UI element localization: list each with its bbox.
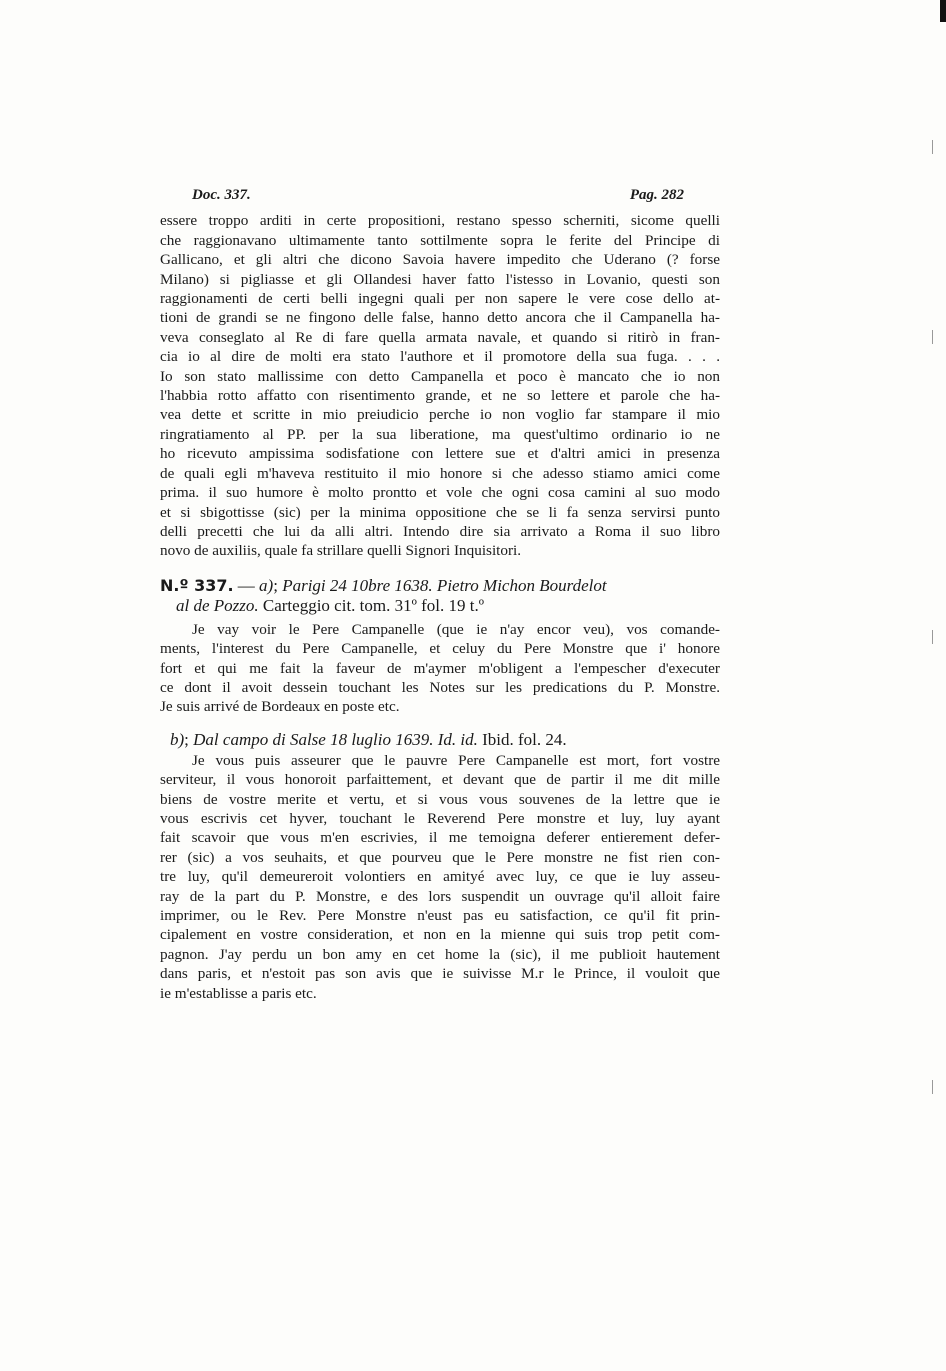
text-line: tre luy, qu'il demeureroit volontiers en amityé avec luy, ce que ie luy asseu- [160, 868, 720, 886]
entry-place-date: Parigi 24 10bre 1638. Pietro Michon Bourdelot [282, 575, 607, 595]
text-line: ments, l'interest du Pere Campanelle, et celuy du Pere Monstre que i' honore [160, 640, 720, 658]
entry-number: N.º 337. [160, 575, 234, 595]
text-line: fort et qui me fait la faveur de m'aymer m'obligent a l'empescher d'executer [160, 659, 720, 677]
section-b-place-date: Dal campo di Salse 18 luglio 1639. Id. id. [193, 729, 478, 749]
text-line: pagnon. J'ay perdu un bon amy en cet home la (sic), il me publioit hautement [160, 945, 720, 963]
italian-letter-excerpt [160, 211, 720, 560]
section-b-letter: b) [170, 729, 185, 749]
document-page [160, 186, 720, 1003]
entry-heading [160, 575, 720, 596]
french-letter-a [160, 620, 720, 717]
section-b-source: Ibid. fol. 24. [477, 729, 567, 749]
text-line: l'habbia rotto affatto con risentimento grande, et ne so lettere et parole che ha- [160, 387, 720, 405]
text-line: biens de vostre merite et vertu, et si vous vous souvenes de la lettre que ie [160, 790, 720, 808]
text-line: Je vay voir le Pere Campanelle (que ie n'ay encor veu), vos comande- [192, 620, 720, 638]
text-line: prima. il suo humore è molto prontto et vole che ogni cosa camini al suo modo [160, 484, 720, 502]
text-line: Je vous puis asseurer que le pauvre Pere Campanelle est mort, fort vostre [192, 751, 720, 769]
scan-edge-mark [940, 0, 946, 22]
entry-dash: — [233, 575, 260, 595]
text-line: raggionamenti de certi belli ingegni quali per non sapere le vere cose dello at- [160, 290, 720, 308]
text-line: delli precetti che lui da alli altri. Intendo dire sia arrivato a Roma il suo libro [160, 522, 720, 540]
text-line: veva conseglato al Re di fare quella armata navale, et quando si ritirò in fran- [160, 328, 720, 346]
entry-source-line [176, 596, 720, 616]
text-line: ringratiamento al PP. per la sua liberatione, ma quest'ultimo ordinario io ne [160, 425, 720, 443]
doc-reference: Doc. 337. [192, 187, 251, 203]
scan-edge [940, 0, 946, 1371]
text-line: tioni de grandi se ne fingono delle false, hanno detto ancora che il Campanella ha- [160, 309, 720, 327]
text-line: cipalement en vostre consideration, et non en la mienne qui suis trop petit com- [160, 926, 720, 944]
text-line: novo de auxiliis, quale fa strillare quelli Signori Inquisitori. [160, 542, 522, 560]
text-line: Gallicano, et gli altri che dicono Savoia havere impedito che Uderano (? forse [160, 251, 720, 269]
text-line: ie m'establisse a paris etc. [160, 984, 317, 1002]
text-line: imprimer, ou le Rev. Pere Monstre n'eust pas eu satisfaction, ce qu'il fit prin- [160, 907, 720, 924]
entry-letter-a: a) [259, 575, 274, 595]
entry-separator: ; [273, 575, 283, 595]
entry-recipient: al de Pozzo. [176, 595, 259, 615]
scan-edge-tick [932, 330, 933, 344]
text-line: Je suis arrivé de Bordeaux en poste etc. [160, 698, 400, 716]
scan-edge-tick [932, 1080, 933, 1094]
text-line: essere troppo arditi in certe propositioni, restano spesso scherniti, sicome quelli [160, 212, 720, 230]
running-header [192, 186, 684, 205]
text-line: rer (sic) a vos seuhaits, et que pourveu que le Pere monstre ne fist rien con- [160, 848, 720, 866]
section-b-separator: ; [184, 729, 194, 749]
text-line: ce dont il avoit dessein touchant les Notes sur les predications du P. Monstre. [160, 678, 720, 696]
french-letter-b [160, 751, 720, 1003]
text-line: vous escrivis cet hyver, touchant le Reverend Pere monstre et luy, luy ayant [160, 809, 720, 827]
text-line: Io son stato mallissime con detto Campanella et poco è mancato che io non [160, 367, 720, 385]
scan-edge-tick [932, 140, 933, 154]
text-line: cia io al dire de molti era stato l'authore et il promotore della sua fuga. . . . [160, 348, 720, 366]
text-line: de quali egli m'haveva restituito il mio honore si che adesso stiamo amici come [160, 464, 720, 482]
text-line: dans paris, et n'estoit pas son avis que ie suivisse M.r le Prince, il vouloit que [160, 965, 720, 983]
text-line: serviteur, il vous honoroit parfaittement, et devant que de partir il me dit mille [160, 771, 720, 789]
text-line: Milano) si pigliasse et gli Ollandesi haver fatto l'istesso in Lovanio, questi son [160, 270, 720, 288]
text-line: che raggionavano ultimamente tanto sottilmente sopra le ferite del Principe di [160, 231, 720, 249]
text-line: vea dette et scritte in mio preiudicio perche io non voglio far stampare il mio [160, 406, 720, 424]
page-number: Pag. 282 [629, 187, 684, 203]
text-line: ray de la part du P. Monstre, e des lors suspendit un ouvrage qu'il alloit faire [160, 887, 720, 905]
entry-source: Carteggio cit. tom. 31º fol. 19 t.º [258, 595, 485, 615]
scan-edge-tick [932, 630, 933, 644]
section-b-heading [170, 729, 720, 751]
text-line: et si sbigottisse (sic) per la minima oppositione che se li fa senza servirsi punto [160, 503, 720, 521]
text-line: ho ricevuto ampissima sodisfatione con lettere sue et d'altri amici in presenza [160, 445, 720, 463]
text-line: fait scavoir que vous m'en escrivies, il me temoigna deferer entierement defer- [160, 829, 720, 847]
